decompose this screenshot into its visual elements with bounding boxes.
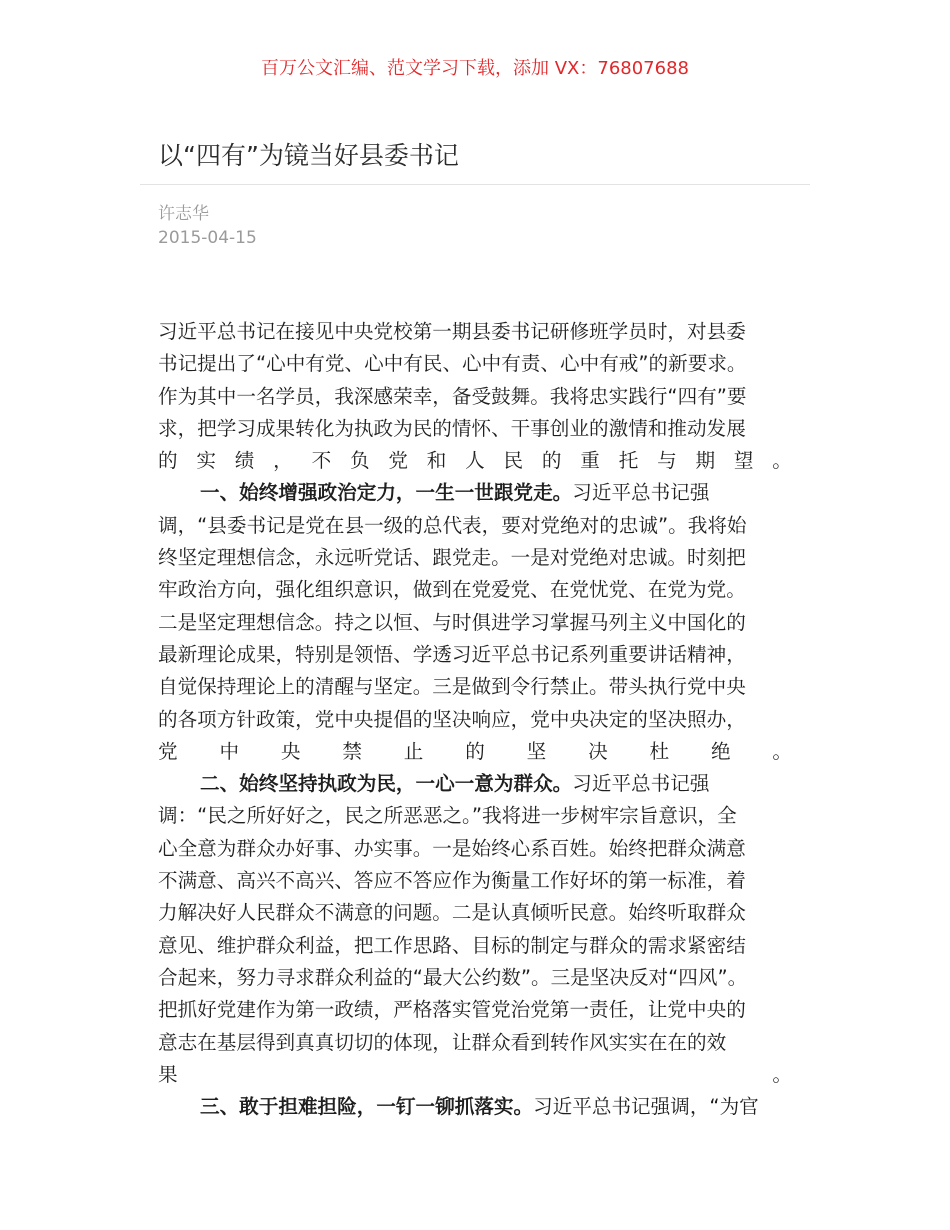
body-char: 重	[580, 449, 600, 473]
body-line: 意见、维护群众利益，把工作思路、目标的制定与群众的需求紧密结	[158, 933, 746, 957]
body-char: 。	[772, 739, 792, 763]
body-line: 把抓好党建作为第一政绩，严格落实管党治党第一责任，让党中央的	[158, 998, 746, 1022]
body-line: 力解决好人民群众不满意的问题。二是认真倾听民意。始终听取群众	[158, 901, 746, 925]
section-2-lead: 习近平总书记强	[572, 772, 710, 796]
body-char: 望	[733, 449, 754, 473]
body-line: 习近平总书记在接见中央党校第一期县委书记研修班学员时，对县委	[158, 320, 746, 343]
body-line: 自觉保持理论上的清醒与坚定。三是做到令行禁止。带头执行党中央	[158, 675, 746, 699]
body-char: 坚	[526, 739, 547, 763]
section-3-heading: 三、敢于担难担险，一钉一铆抓落实。	[200, 1095, 534, 1119]
title-divider	[140, 184, 810, 185]
section-2-heading-line	[158, 768, 792, 800]
body-char: 中	[219, 739, 240, 763]
body-line	[158, 1059, 792, 1091]
body-char: 党	[158, 739, 178, 763]
section-1-heading: 一、始终增强政治定力，一生一世跟党走。	[200, 481, 573, 505]
body-line: 最新理论成果，特别是领悟、学透习近平总书记系列重要讲话精神，	[158, 642, 746, 666]
body-line: 的各项方针政策，党中央提倡的坚决响应，党中央决定的坚决照办，	[158, 707, 746, 731]
body-line: 作为其中一名学员，我深感荣幸，备受鼓舞。我将忠实践行“四有”要	[158, 384, 747, 408]
body-line: 求，把学习成果转化为执政为民的情怀、干事创业的激情和推动发展	[158, 416, 746, 440]
body-char: 的	[158, 449, 178, 473]
body-char: 托	[618, 449, 639, 473]
body-char: 民	[503, 449, 524, 473]
body-line: 书记提出了“心中有党、心中有民、心中有责、心中有戒”的新要求。	[158, 352, 747, 376]
body-line	[158, 736, 792, 768]
body-line	[158, 445, 792, 477]
body-line: 终坚定理想信念，永远听党话、跟党走。一是对党绝对忠诚。时刻把	[158, 546, 746, 570]
body-line: 调：“民之所好好之，民之所恶恶之。”我将进一步树牢宗旨意识，全	[158, 804, 737, 828]
article-body	[158, 316, 792, 1123]
body-char: 决	[588, 739, 608, 763]
section-3-heading-line	[158, 1091, 792, 1123]
body-char: 。	[772, 1062, 792, 1086]
body-line: 调，“县委书记是党在县一级的总代表，要对党绝对的忠诚”。我将始	[158, 513, 747, 537]
body-line: 不满意、高兴不高兴、答应不答应作为衡量工作好坏的第一标准，着	[158, 869, 746, 893]
body-char: 不	[311, 449, 332, 473]
body-char: 与	[657, 449, 677, 473]
body-char: 的	[541, 449, 562, 473]
body-char: 绝	[710, 739, 731, 763]
body-char: 的	[465, 739, 485, 763]
body-line: 牢政治方向，强化组织意识，做到在党爱党、在党忧党、在党为党。	[158, 578, 746, 602]
body-line: 合起来，努力寻求群众利益的“最大公约数”。三是坚决反对“四风”。	[158, 965, 748, 989]
article-date: 2015-04-15	[158, 228, 257, 248]
section-2-heading: 二、始终坚持执政为民，一心一意为群众。	[200, 772, 573, 796]
body-char: 果	[158, 1062, 178, 1086]
body-char: 和	[426, 449, 447, 473]
body-char: 绩	[234, 449, 255, 473]
body-char: 期	[695, 449, 716, 473]
body-char: 实	[196, 449, 216, 473]
body-char: 央	[280, 739, 301, 763]
body-char: 党	[388, 449, 408, 473]
body-char: 杜	[649, 739, 670, 763]
section-1-heading-line	[158, 477, 792, 509]
body-char: 止	[403, 739, 424, 763]
section-3-lead: 习近平总书记强调，“为官	[533, 1095, 759, 1119]
body-char: 禁	[342, 739, 362, 763]
body-line: 心全意为群众办好事、办实事。一是始终心系百姓。始终把群众满意	[158, 836, 746, 860]
article-title: 以“四有”为镜当好县委书记	[158, 141, 459, 170]
body-line: 二是坚定理想信念。持之以恒、与时俱进学习掌握马列主义中国化的	[158, 610, 746, 634]
body-char: 。	[772, 449, 792, 473]
article-author: 许志华	[158, 204, 209, 224]
body-char: 负	[349, 449, 370, 473]
body-char: 人	[465, 449, 485, 473]
body-char: ，	[273, 449, 293, 473]
body-line: 意志在基层得到真真切切的体现，让群众看到转作风实实在在的效	[158, 1030, 727, 1054]
section-1-lead: 习近平总书记强	[572, 481, 710, 505]
download-banner: 百万公文汇编、范文学习下载，添加 VX：76807688	[261, 58, 689, 79]
